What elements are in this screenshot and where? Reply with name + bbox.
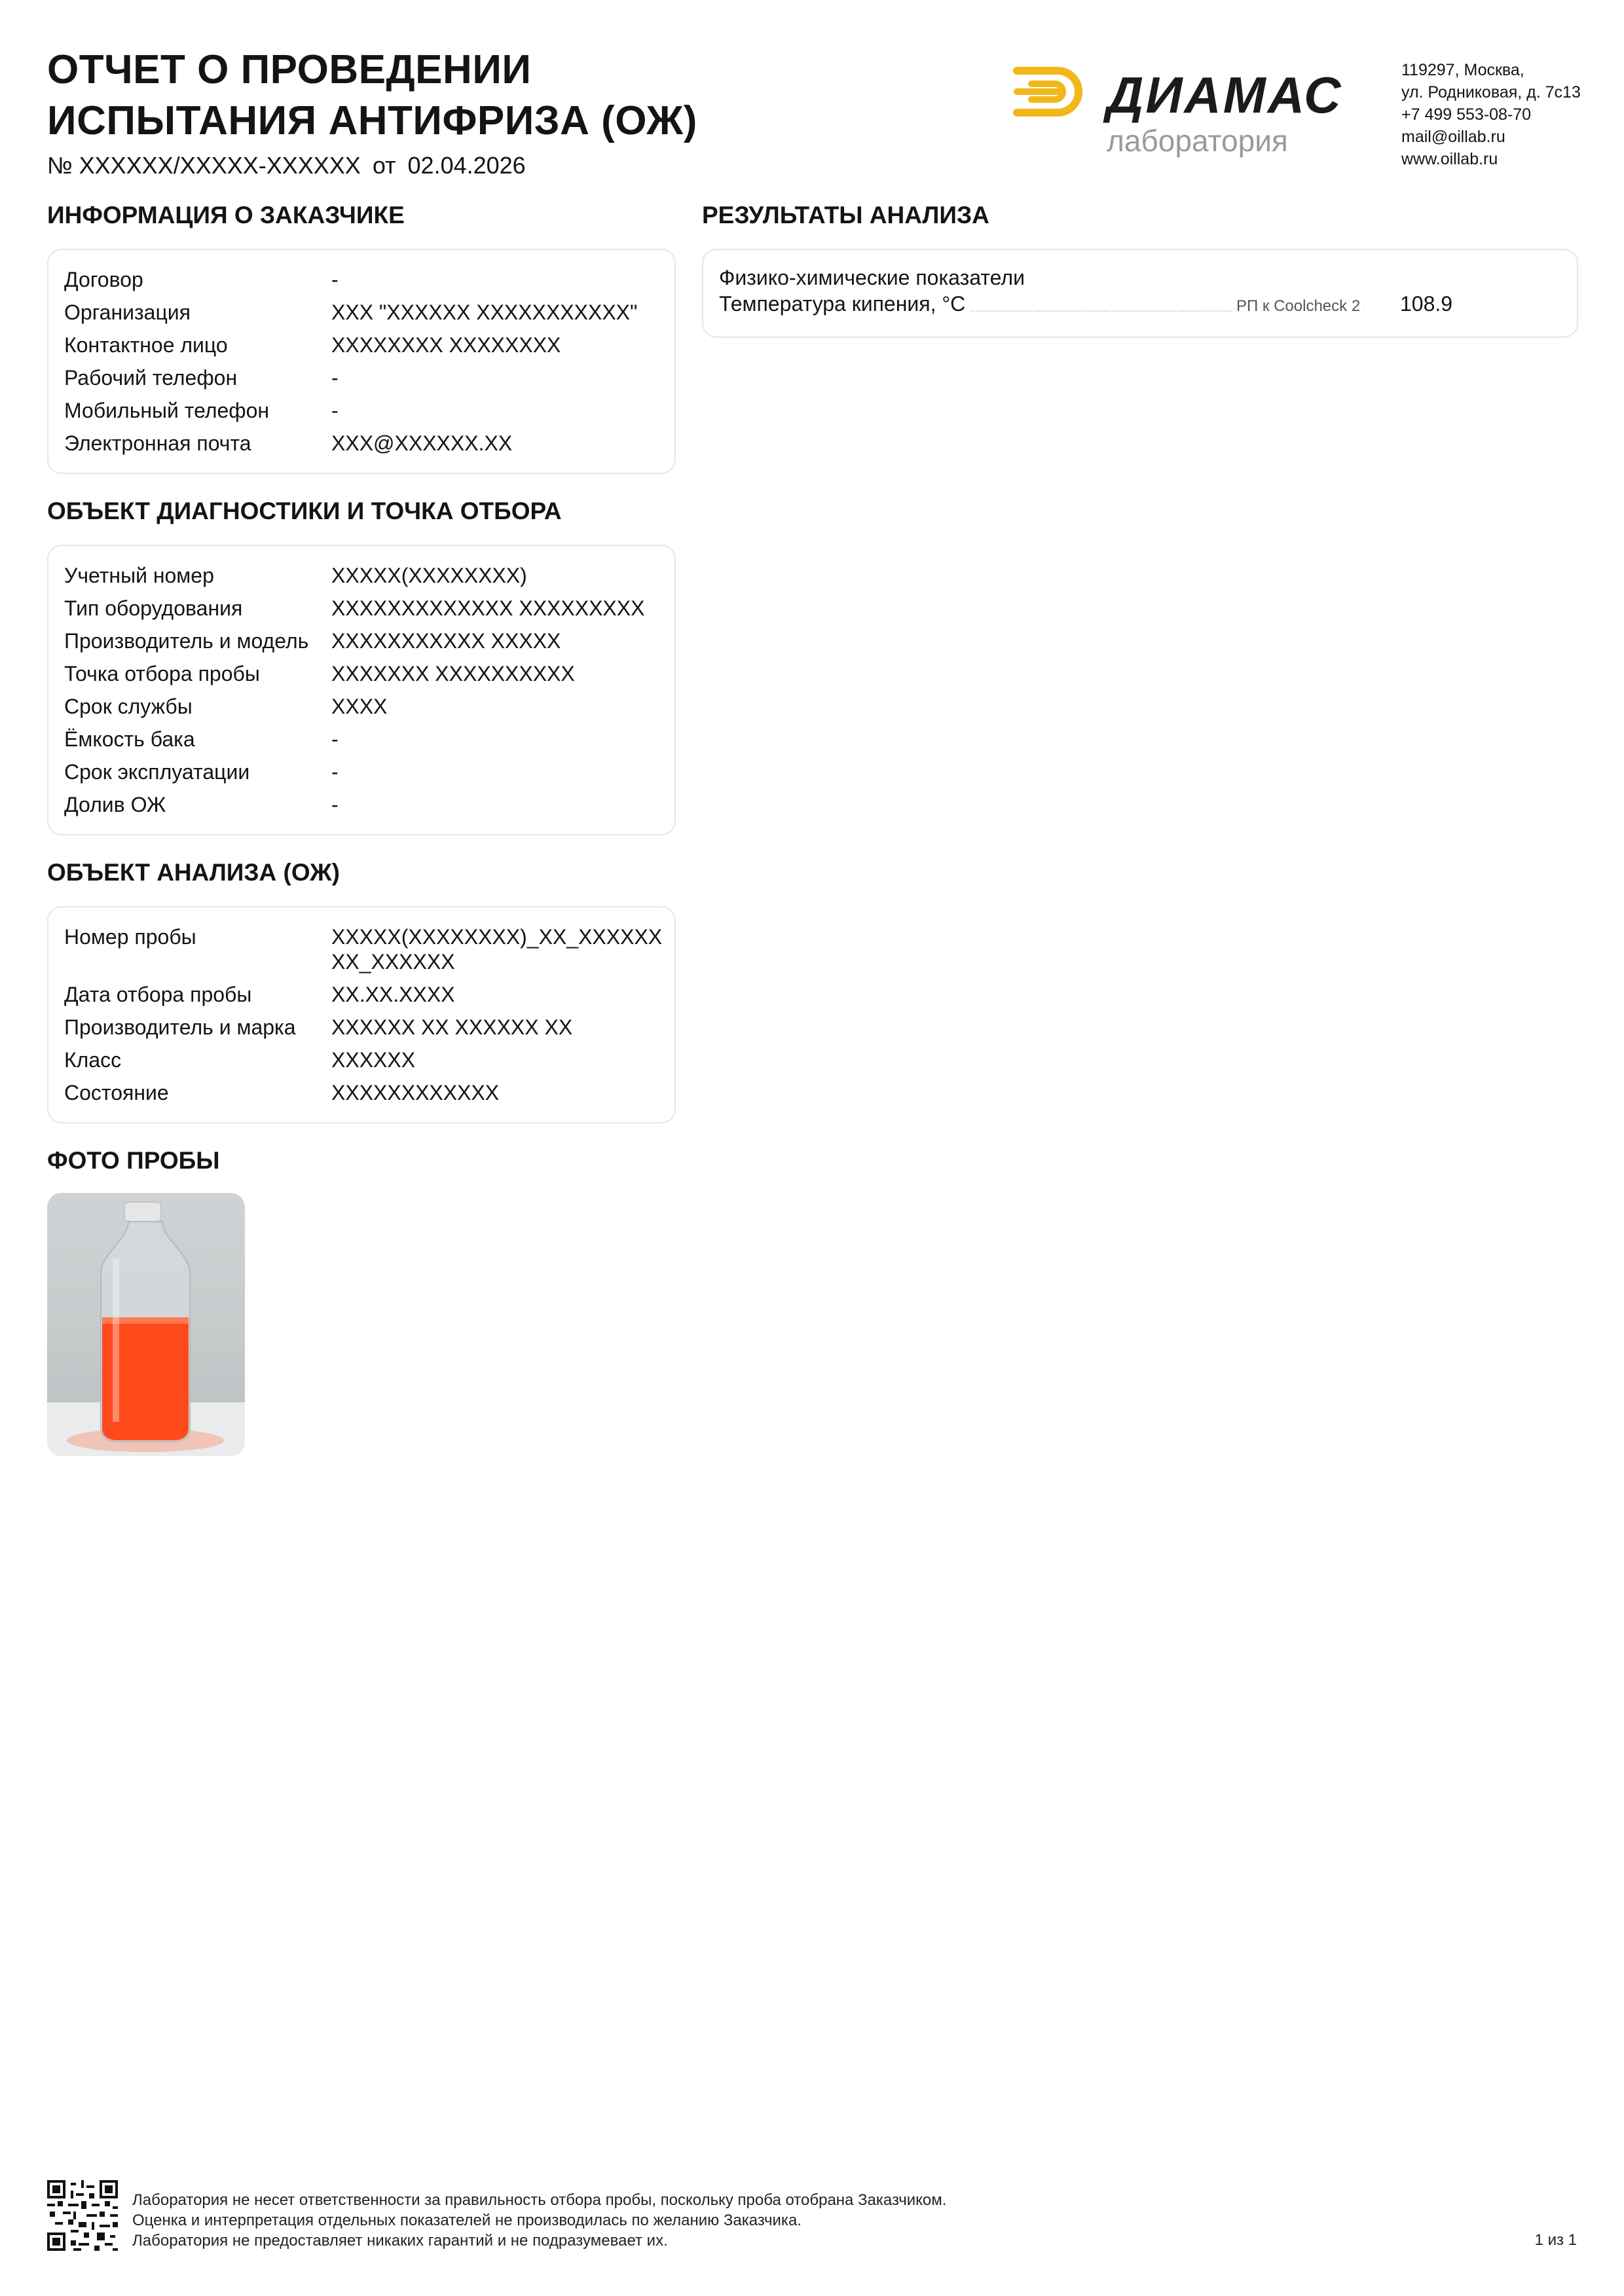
customer-card (47, 249, 676, 474)
report-title-line1: ОТЧЕТ О ПРОВЕДЕНИИ (47, 47, 532, 92)
info-row (64, 329, 659, 361)
contacts-block (1401, 59, 1581, 170)
contact-phone: +7 499 553-08-70 (1401, 105, 1532, 124)
row-value: - (331, 399, 339, 422)
row-label: Организация (64, 301, 191, 324)
page-number: 1 из 1 (1534, 2231, 1577, 2249)
row-value: XXXXX(XXXXXXXX) (331, 564, 527, 587)
row-value: XXXXXXXXXXX XXXXX (331, 629, 561, 653)
row-value (331, 924, 662, 974)
info-row (64, 920, 663, 978)
row-value: XXXXXXX XXXXXXXXXX (331, 662, 575, 685)
section-title-customer: ИНФОРМАЦИЯ О ЗАКАЗЧИКЕ (47, 202, 405, 228)
row-label: Производитель и марка (64, 1015, 296, 1039)
row-value: - (331, 793, 339, 816)
info-row (64, 657, 659, 690)
footer-line-3: Лаборатория не предоставляет никаких гарантий и не подразумевает их. (132, 2232, 668, 2250)
document-date: 02.04.2026 (407, 152, 526, 179)
qr-code-icon (47, 2180, 118, 2251)
info-row (64, 592, 659, 625)
logo-wordmark: ДИАМАС (1107, 66, 1343, 124)
row-label: Договор (64, 268, 143, 291)
row-label: Ёмкость бака (64, 727, 195, 751)
row-value: - (331, 727, 339, 751)
logo-subtitle: лаборатория (1107, 124, 1288, 158)
contact-website: www.oillab.ru (1401, 150, 1498, 168)
row-label: Точка отбора пробы (64, 662, 260, 685)
row-label: Класс (64, 1048, 122, 1072)
row-label: Дата отбора пробы (64, 983, 252, 1006)
row-label: Номер пробы (64, 925, 196, 949)
result-name: Температура кипения, °С (719, 292, 969, 316)
info-row (64, 394, 659, 427)
row-value: XXXXXX XX XXXXXX XX (331, 1015, 573, 1039)
info-row (64, 361, 659, 394)
object-card (47, 545, 676, 835)
analysis-object-card (47, 906, 676, 1123)
row-value: - (331, 366, 339, 390)
row-label: Срок службы (64, 695, 193, 718)
info-row (64, 978, 659, 1011)
info-row (64, 427, 659, 460)
row-label: Контактное лицо (64, 333, 228, 357)
footer-line-2: Оценка и интерпретация отдельных показателей не производилась по желанию Заказчика. (132, 2212, 802, 2229)
contact-address-1: 119297, Москва, (1401, 61, 1524, 79)
info-row (64, 559, 659, 592)
info-row (64, 690, 659, 723)
row-label: Электронная почта (64, 431, 251, 455)
row-label: Рабочий телефон (64, 366, 238, 390)
row-value-line1: XXXXX(XXXXXXXX)_XX_XXXXXX (331, 925, 663, 949)
info-row (64, 723, 659, 756)
row-value: - (331, 268, 339, 291)
info-row (64, 296, 659, 329)
info-row (64, 1076, 659, 1109)
result-value: 108.9 (1400, 292, 1453, 316)
row-label: Тип оборудования (64, 596, 243, 620)
row-label: Учетный номер (64, 564, 214, 587)
row-label: Мобильный телефон (64, 399, 270, 422)
row-value: - (331, 760, 339, 784)
date-prefix: от (372, 152, 396, 179)
document-number: № XXXXXX/XXXXX-XXXXXX (47, 152, 361, 179)
row-label: Состояние (64, 1081, 169, 1104)
row-value: XXXXXXXXXXXXX XXXXXXXXX (331, 596, 645, 620)
contact-address-2: ул. Родниковая, д. 7с13 (1401, 83, 1581, 101)
result-method: РП к Coolcheck 2 (1232, 297, 1364, 316)
sample-photo (47, 1193, 245, 1456)
info-row (64, 263, 659, 296)
info-row (64, 1044, 659, 1076)
row-label: Производитель и модель (64, 629, 309, 653)
info-row (64, 625, 659, 657)
result-row (719, 292, 1561, 322)
section-title-results: РЕЗУЛЬТАТЫ АНАЛИЗА (702, 202, 989, 228)
row-value: XXXXXX (331, 1048, 416, 1072)
document-number-line (47, 152, 538, 179)
sample-bottle-image (47, 1193, 245, 1456)
report-title-line2: ИСПЫТАНИЯ АНТИФРИЗА (ОЖ) (47, 98, 697, 143)
results-group-title: Физико-химические показатели (719, 266, 1025, 289)
section-title-analysis-object: ОБЪЕКТ АНАЛИЗА (ОЖ) (47, 859, 340, 886)
info-row (64, 1011, 659, 1044)
results-card (702, 249, 1578, 338)
row-value: XXX "XXXXXX XXXXXXXXXXX" (331, 301, 638, 324)
row-label: Срок эксплуатации (64, 760, 250, 784)
row-value: XXX@XXXXXX.XX (331, 431, 513, 455)
row-value: XXXXXXXX XXXXXXXX (331, 333, 561, 357)
report-title (47, 45, 898, 147)
logo-mark-icon (1012, 65, 1090, 118)
row-value: XXXX (331, 695, 388, 718)
row-value: XX.XX.XXXX (331, 983, 455, 1006)
footer-line-1: Лаборатория не несет ответственности за правильность отбора пробы, поскольку проба отобрана Заказчиком. (132, 2191, 947, 2209)
contact-email: mail@oillab.ru (1401, 128, 1505, 146)
row-label: Долив ОЖ (64, 793, 166, 816)
row-value-line2: XX_XXXXXX (331, 950, 455, 974)
info-row (64, 788, 659, 821)
section-title-photo: ФОТО ПРОБЫ (47, 1147, 220, 1174)
section-title-object: ОБЪЕКТ ДИАГНОСТИКИ И ТОЧКА ОТБОРА (47, 498, 562, 524)
info-row (64, 756, 659, 788)
footer-disclaimer (132, 2190, 946, 2251)
row-value: XXXXXXXXXXXX (331, 1081, 500, 1104)
